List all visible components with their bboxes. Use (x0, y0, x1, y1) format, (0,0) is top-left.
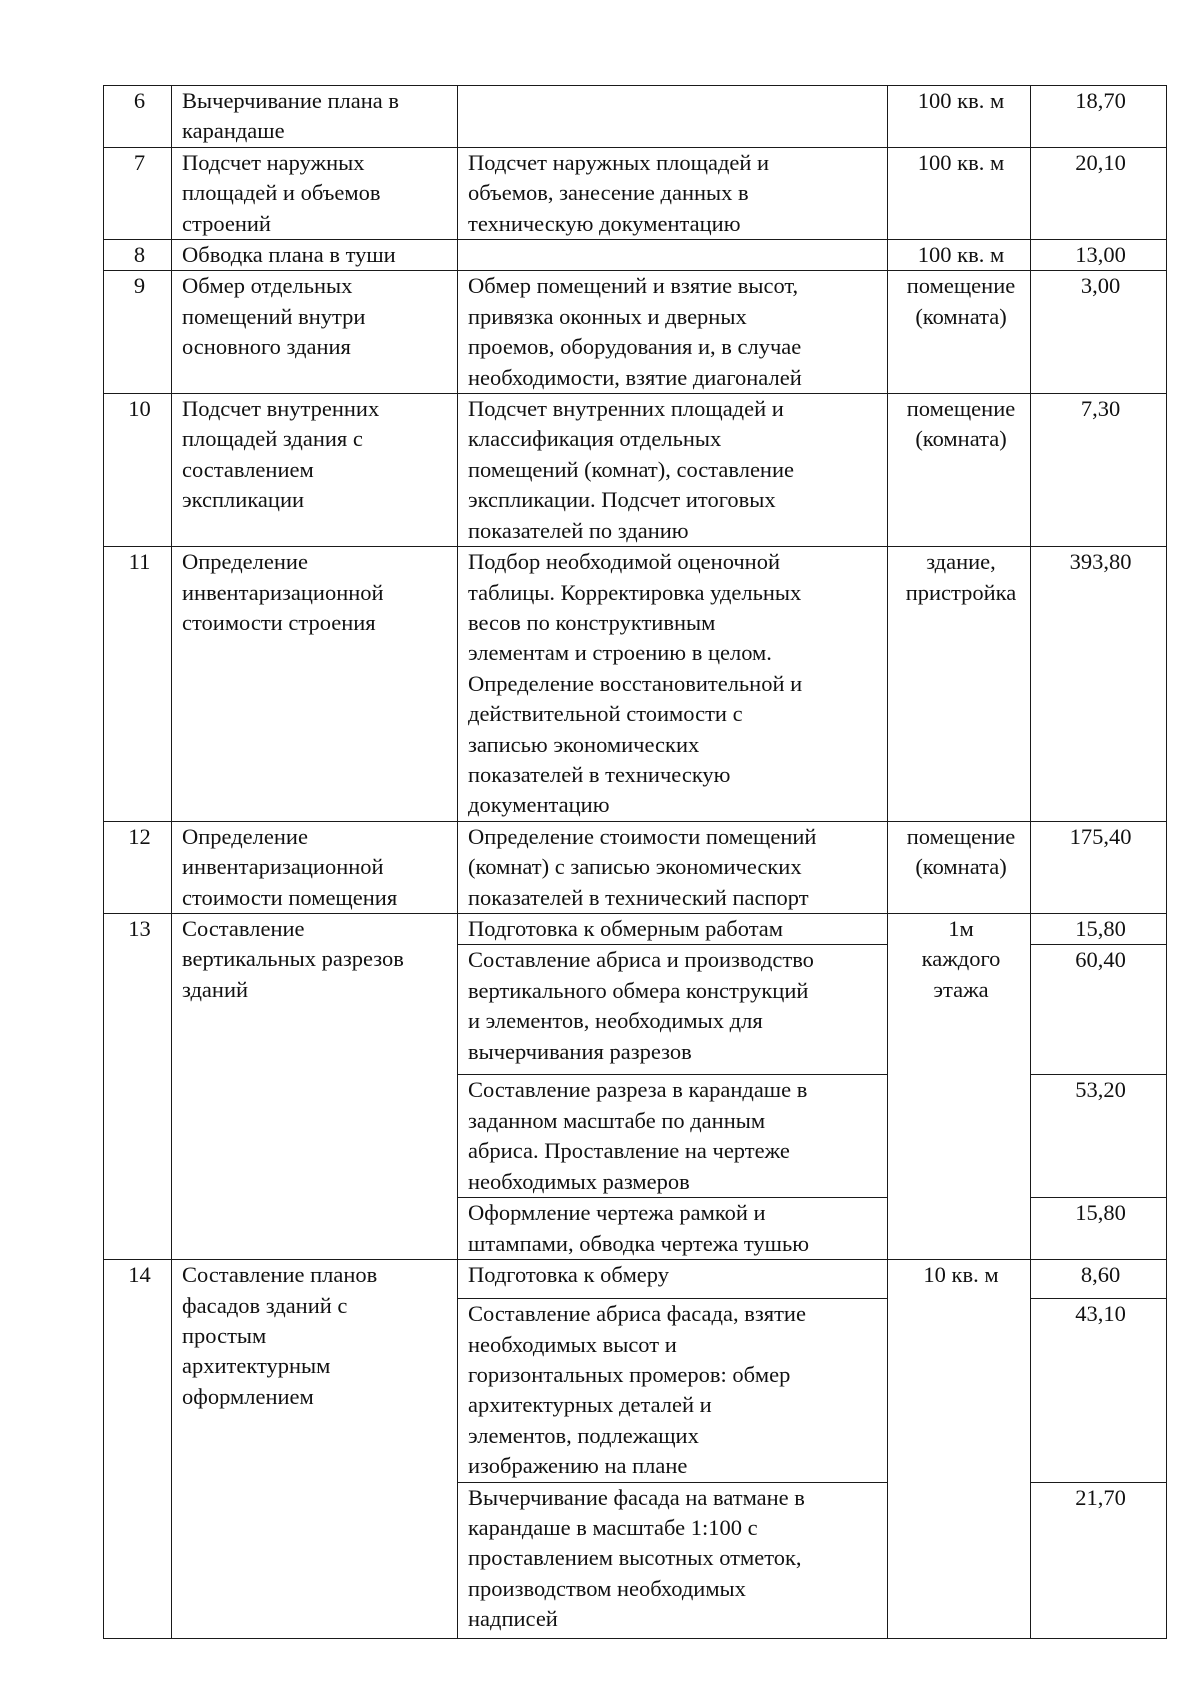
work-name-line: Определение (182, 823, 308, 849)
description-line: Составление абриса и производство (468, 947, 814, 973)
price-cell: 13,00 (1031, 240, 1167, 271)
description-line: архитектурных деталей и (468, 1392, 712, 1418)
unit-line: 100 кв. м (917, 242, 1005, 268)
work-description (458, 945, 888, 1075)
description-line: карандаше в масштабе 1:100 с (468, 1515, 758, 1541)
measure-unit (888, 1260, 1031, 1638)
description-line: Определение стоимости помещений (468, 823, 817, 849)
description-line: абриса. Проставление на чертеже (468, 1138, 790, 1164)
row-number: 12 (104, 821, 172, 913)
work-name (172, 271, 458, 394)
description-line: Подсчет внутренних площадей и (468, 396, 784, 422)
work-name-line: основного здания (182, 334, 351, 360)
work-name-line: стоимости помещения (182, 884, 398, 910)
row-number: 14 (104, 1260, 172, 1638)
unit-line: 100 кв. м (917, 149, 1005, 175)
unit-line: 1м (948, 915, 974, 941)
price-cell: 8,60 (1031, 1260, 1167, 1299)
description-line: Вычерчивание фасада на ватмане в (468, 1484, 805, 1510)
table-row (104, 271, 1167, 394)
description-line: экспликации. Подсчет итоговых (468, 487, 776, 513)
unit-line: (комната) (915, 303, 1007, 329)
unit-line: помещение (906, 273, 1016, 299)
work-name-line: площадей и объемов (182, 180, 381, 206)
description-line: проемов, оборудования и, в случае (468, 334, 802, 360)
work-description (458, 271, 888, 394)
work-name-line: простым (182, 1323, 267, 1348)
measure-unit (888, 271, 1031, 394)
price-cell: 7,30 (1031, 394, 1167, 547)
description-line: весов по конструктивным (468, 609, 716, 635)
table-row (104, 821, 1167, 913)
row-number: 7 (104, 147, 172, 239)
work-name (172, 394, 458, 547)
description-line: штампами, обводка чертежа тушью (468, 1230, 810, 1256)
work-description (458, 240, 888, 271)
unit-line: (комната) (915, 854, 1007, 880)
unit-line: помещение (906, 396, 1016, 422)
description-line: вертикального обмера конструкций (468, 977, 809, 1003)
table-row (104, 147, 1167, 239)
description-line: привязка оконных и дверных (468, 303, 747, 329)
description-line: показателей в техническую (468, 761, 731, 787)
unit-line: (комната) (915, 426, 1007, 452)
measure-unit (888, 86, 1031, 148)
description-line: (комнат) с записью экономических (468, 854, 802, 880)
price-cell: 15,80 (1031, 1198, 1167, 1260)
description-line: таблицы. Корректировка удельных (468, 579, 802, 605)
work-name-line: инвентаризационной (182, 854, 384, 880)
work-description (458, 1198, 888, 1260)
description-line: вычерчивания разрезов (468, 1038, 692, 1064)
work-name-line: архитектурным (182, 1353, 331, 1379)
description-line: Подготовка к обмеру (468, 1262, 669, 1288)
description-line: элементов, подлежащих (468, 1422, 699, 1448)
work-description (458, 1075, 888, 1198)
work-description (458, 394, 888, 547)
work-name-line: помещений внутри (182, 303, 366, 329)
work-name-line: инвентаризационной (182, 579, 384, 605)
price-cell: 18,70 (1031, 86, 1167, 148)
row-number: 10 (104, 394, 172, 547)
description-line: надписей (468, 1606, 558, 1632)
row-number: 8 (104, 240, 172, 271)
tariff-table (103, 85, 1167, 1639)
measure-unit (888, 394, 1031, 547)
work-name (172, 821, 458, 913)
work-description (458, 1482, 888, 1638)
row-number: 13 (104, 913, 172, 1259)
table-row (104, 240, 1167, 271)
work-name-line: стоимости строения (182, 609, 376, 635)
work-description (458, 86, 888, 148)
unit-line: 100 кв. м (917, 88, 1005, 113)
description-line: необходимых размеров (468, 1168, 690, 1194)
description-line: и элементов, необходимых для (468, 1008, 763, 1034)
price-cell: 393,80 (1031, 547, 1167, 822)
table-row (104, 394, 1167, 547)
table-row (104, 1260, 1167, 1299)
description-line: Обмер помещений и взятие высот, (468, 273, 799, 299)
description-line: показателей в технический паспорт (468, 884, 809, 910)
measure-unit (888, 147, 1031, 239)
description-line: документацию (468, 792, 610, 818)
price-cell: 175,40 (1031, 821, 1167, 913)
row-number: 11 (104, 547, 172, 822)
work-name (172, 1260, 458, 1638)
price-cell: 43,10 (1031, 1299, 1167, 1482)
description-line: Подготовка к обмерным работам (468, 915, 784, 941)
work-name-line: вертикальных разрезов (182, 946, 404, 972)
description-line: Оформление чертежа рамкой и (468, 1200, 766, 1226)
unit-line: этажа (933, 976, 989, 1002)
measure-unit (888, 913, 1031, 1259)
description-line: Подсчет наружных площадей и (468, 149, 770, 175)
work-name-line: карандаше (182, 118, 285, 144)
work-description (458, 147, 888, 239)
table-row (104, 547, 1167, 822)
work-description (458, 547, 888, 822)
price-cell: 60,40 (1031, 945, 1167, 1075)
work-name (172, 547, 458, 822)
work-description (458, 1299, 888, 1482)
description-line: необходимости, взятие диагоналей (468, 364, 802, 390)
work-name (172, 86, 458, 148)
description-line: необходимых высот и (468, 1331, 677, 1357)
price-cell: 21,70 (1031, 1482, 1167, 1638)
description-line: проставлением высотных отметок, (468, 1545, 802, 1571)
work-name-line: зданий (182, 976, 249, 1002)
work-name-line: Подсчет наружных (182, 149, 365, 175)
row-number: 9 (104, 271, 172, 394)
work-description (458, 913, 888, 944)
work-name-line: Подсчет внутренних (182, 396, 380, 422)
row-number: 6 (104, 86, 172, 148)
description-line: Составление разреза в карандаше в (468, 1077, 808, 1103)
table-row (104, 913, 1167, 944)
table-row (104, 86, 1167, 148)
work-name (172, 913, 458, 1259)
description-line: горизонтальных промеров: обмер (468, 1362, 791, 1387)
work-name-line: строений (182, 210, 271, 236)
price-cell: 15,80 (1031, 913, 1167, 944)
unit-line: каждого (921, 946, 1001, 972)
description-line: изображению на плане (468, 1453, 688, 1479)
description-line: элементам и строению в целом. (468, 640, 772, 666)
description-line: Подбор необходимой оценочной (468, 549, 781, 575)
work-name-line: Составление (182, 915, 305, 941)
work-name-line: составлением (182, 456, 314, 482)
work-name-line: фасадов зданий с (182, 1292, 348, 1318)
work-name-line: Определение (182, 549, 308, 575)
work-name-line: Составление планов (182, 1262, 378, 1288)
description-line: помещений (комнат), составление (468, 456, 794, 482)
measure-unit (888, 547, 1031, 822)
price-cell: 3,00 (1031, 271, 1167, 394)
work-name-line: оформлением (182, 1383, 314, 1409)
description-line: Определение восстановительной и (468, 670, 803, 696)
description-line: записью экономических (468, 731, 700, 757)
description-line: заданном масштабе по данным (468, 1107, 766, 1133)
description-line: действительной стоимости с (468, 701, 743, 727)
unit-line: 10 кв. м (923, 1262, 999, 1288)
work-name-line: Вычерчивание плана в (182, 88, 400, 113)
description-line: классификация отдельных (468, 426, 722, 452)
work-name-line: Обмер отдельных (182, 273, 353, 299)
description-line: Составление абриса фасада, взятие (468, 1301, 806, 1327)
description-line: объемов, занесение данных в (468, 180, 749, 206)
unit-line: пристройка (905, 579, 1017, 605)
unit-line: здание, (926, 549, 996, 575)
description-line: показателей по зданию (468, 517, 689, 543)
price-cell: 20,10 (1031, 147, 1167, 239)
work-name (172, 147, 458, 239)
work-name-line: экспликации (182, 487, 305, 513)
price-cell: 53,20 (1031, 1075, 1167, 1198)
measure-unit (888, 240, 1031, 271)
work-name-line: площадей здания с (182, 426, 363, 452)
description-line: производством необходимых (468, 1575, 746, 1601)
work-name-line: Обводка плана в туши (182, 242, 396, 268)
work-description (458, 1260, 888, 1299)
description-line: техническую документацию (468, 210, 741, 236)
measure-unit (888, 821, 1031, 913)
work-name (172, 240, 458, 271)
work-description (458, 821, 888, 913)
unit-line: помещение (906, 823, 1016, 849)
